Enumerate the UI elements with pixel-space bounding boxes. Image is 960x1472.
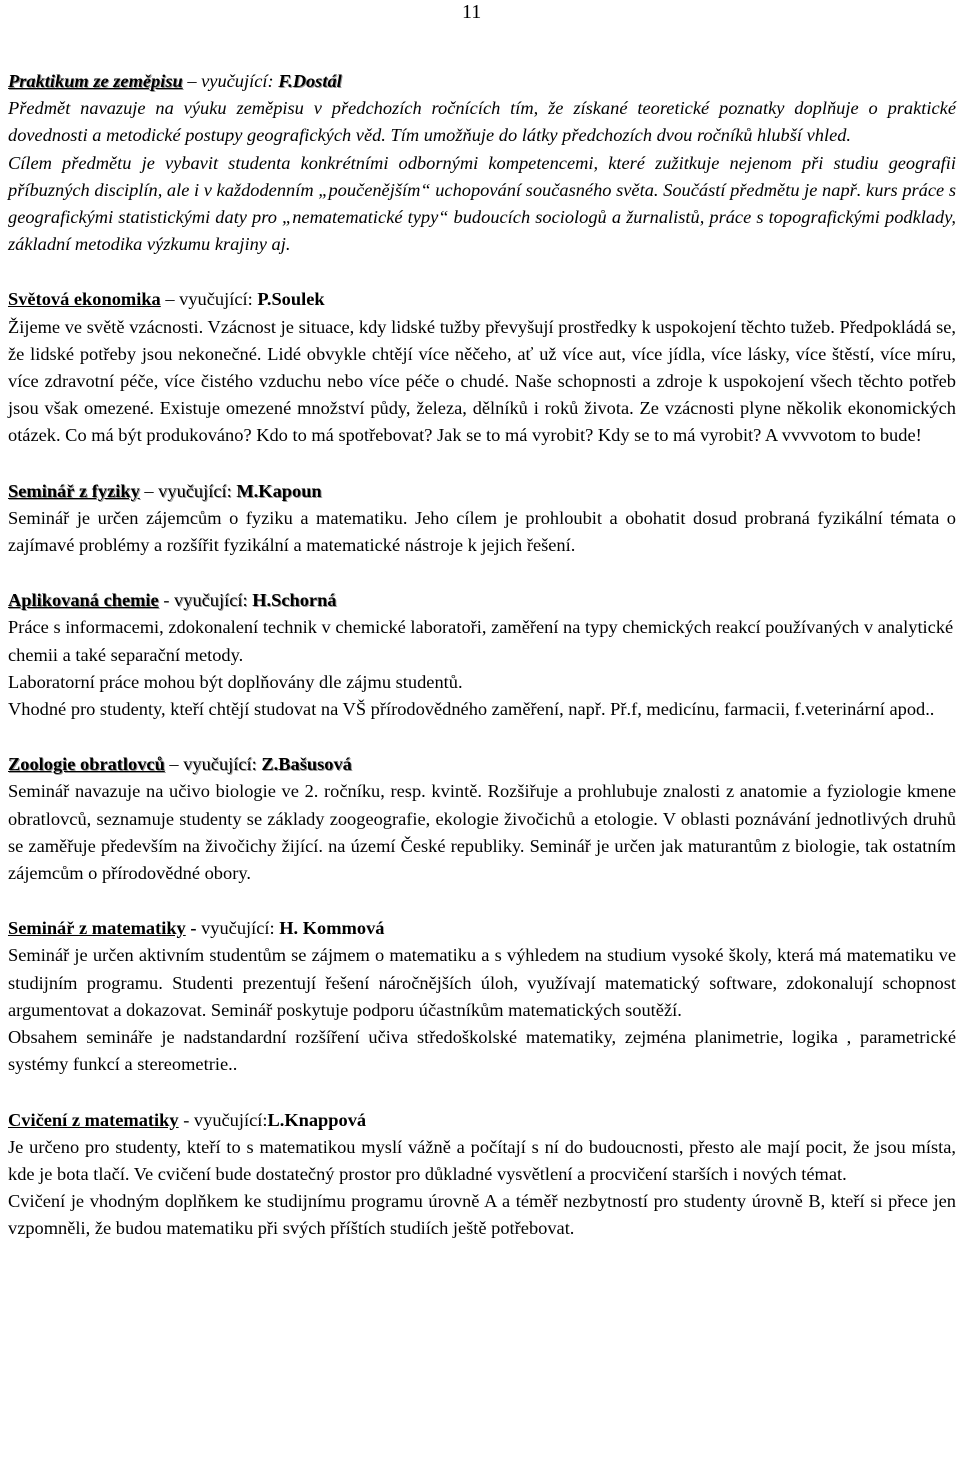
section-svetova-ekonomika [8, 286, 956, 449]
teacher-name: F.Dostál [278, 71, 342, 91]
teacher-label: vyučující: [201, 71, 279, 91]
heading-separator: – [160, 289, 180, 310]
section-paragraph: Žijeme ve světě vzácnosti. Vzácnost je situace, kdy lidské tužby převyšují prostředky k uspokojení těchto tužeb. Předpokládá se, že lidské potřeby jsou nekonečné. Lidé obvykle chtějí více něčeho, ať už více aut, více jídla, více lásky, více štěstí, více míru, více zdravotní péče, více čistého vzduchu nebo více péče o chudé. Naše schopnosti a zdroje k uspokojení všech těchto potřeb jsou však omezené. Existuje omezené množství půdy, železa, dělníků i roků života. Ze vzácnosti plyne několik ekonomických otázek. Co má být produkováno? Kdo to má spotřebovat? Jak se to má vyrobit? Kdy se to má vyrobit? A vvvvotom to bude! [8, 316, 956, 446]
section-paragraph: Vhodné pro studenty, kteří chtějí studovat na VŠ přírodovědného zaměření, např. Př.f, medicínu, farmacii, f.veterinární apod.. [8, 699, 935, 720]
page-number: 11 [462, 1, 482, 23]
teacher-name: L.Knappová [267, 1109, 367, 1130]
heading-separator: - [178, 1109, 194, 1130]
subject-title: Cvičení z matematiky [8, 1109, 179, 1130]
subject-title: Praktikum ze zeměpisu [8, 71, 183, 91]
teacher-label: vyučující: [183, 754, 262, 775]
section-zoologie-obratlovcu [8, 751, 956, 887]
teacher-name: H. Kommová [279, 918, 385, 939]
section-heading [8, 1107, 956, 1134]
subject-title: Seminář z matematiky [8, 918, 186, 939]
heading-separator: – [139, 480, 159, 501]
section-paragraph: Cílem předmětu je vybavit studenta konkrétními odbornými kompetencemi, které zužitkuje nejenom při studiu geografii příbuzných disciplín, ale i v každodenním „poučenějším“ uchopování současného světa. Součástí předmětu je např. kurs práce s geografickými statistickými daty pro „nematematické typy“ budoucích sociologů a žurnalistů, práce s topografickými podklady, základní metodika výzkumu krajiny aj. [8, 152, 956, 255]
section-paragraph: Cvičení je vhodným doplňkem ke studijnímu programu úrovně A a téměř nezbytností pro studenty úrovně B, kteří si přece jen vzpomněli, že budou matematiku při svých příštích studiích ještě potřebovat. [8, 1191, 956, 1239]
teacher-name: M.Kapoun [236, 480, 322, 501]
heading-separator: - [158, 590, 175, 611]
section-heading [8, 751, 956, 778]
teacher-label: vyučující: [158, 480, 237, 501]
section-heading [8, 478, 956, 505]
subject-title: Zoologie obratlovců [8, 754, 165, 775]
section-seminar-z-fyziky [8, 478, 956, 560]
teacher-label: vyučující: [201, 918, 280, 939]
subject-title: Seminář z fyziky [8, 480, 140, 501]
teacher-name: Z.Bašusová [261, 754, 352, 775]
teacher-name: P.Soulek [257, 289, 325, 310]
document-body [8, 68, 956, 1243]
section-paragraph: Seminář navazuje na učivo biologie ve 2. ročníku, resp. kvintě. Rozšiřuje a prohlubuje znalosti z anatomie a fyziologie kmene obratlovců, seznamuje studenty se základy zoogeografie, ekologie živočichů a etologie. V oblasti poznávání jednotlivých druhů se zaměřuje především na živočichy žijící. na území České republiky. Seminář je určen jak maturantům z biologie, tak ostatním zájemcům o přírodovědné obory. [8, 781, 956, 884]
section-paragraph: Laboratorní práce mohou být doplňovány dle zájmu studentů. [8, 671, 463, 692]
teacher-label: vyučující: [179, 289, 258, 310]
section-paragraph: Seminář je určen aktivním studentům se zájmem o matematiku a s výhledem na studium vysoké školy, která má matematiku ve studijním programu. Studenti prezentují řešení náročnějších úloh, využívají matematický software, zdokonalují schopnost argumentovat a dokazovat. Seminář poskytuje podporu účastníkům matematických soutěží. [8, 945, 956, 1020]
subject-title: Aplikovaná chemie [8, 590, 159, 611]
section-paragraph: Práce s informacemi, zdokonalení technik v chemické laboratoři, zaměření na typy chemických reakcí používaných v analytické chemii a také separační metody. [8, 617, 954, 665]
teacher-name: H.Schorná [252, 590, 337, 611]
teacher-label: vyučující: [174, 590, 253, 611]
section-heading [8, 286, 956, 313]
heading-separator: – [182, 71, 202, 91]
section-seminar-z-matematiky [8, 915, 956, 1078]
heading-separator: – [164, 754, 184, 775]
teacher-label: vyučující: [193, 1109, 268, 1130]
section-cviceni-z-matematiky [8, 1107, 956, 1243]
section-aplikovana-chemie [8, 587, 956, 723]
subject-title: Světová ekonomika [8, 289, 161, 310]
section-heading [8, 68, 956, 95]
section-paragraph: Seminář je určen zájemcům o fyziku a matematiku. Jeho cílem je prohloubit a obohatit dosud probraná fyzikální témata o zajímavé problémy a rozšířit fyzikální a matematické nástroje k jejich řešení. [8, 507, 956, 556]
heading-separator: - [185, 918, 202, 939]
section-praktikum-ze-zemepisu [8, 68, 956, 258]
section-heading [8, 915, 956, 942]
section-paragraph: Předmět navazuje na výuku zeměpisu v předchozích ročnících tím, že získané teoretické poznatky doplňuje o praktické dovednosti a metodické postupy geografických věd. Tím umožňuje do látky předchozích dvou ročníků hlubší vhled. [8, 98, 956, 146]
section-heading [8, 587, 956, 614]
section-paragraph: Obsahem semináře je nadstandardní rozšíření učiva středoškolské matematiky, zejména planimetrie, logika , parametrické systémy funkcí a stereometrie.. [8, 1027, 956, 1075]
section-paragraph: Je určeno pro studenty, kteří to s matematikou myslí vážně a počítají s ní do budoucnosti, přesto ale mají pocit, že jsou místa, kde je bota tlačí. Ve cvičení bude dostatečný prostor pro důkladné vysvětlení a procvičení starších i nových témat. [8, 1136, 956, 1184]
